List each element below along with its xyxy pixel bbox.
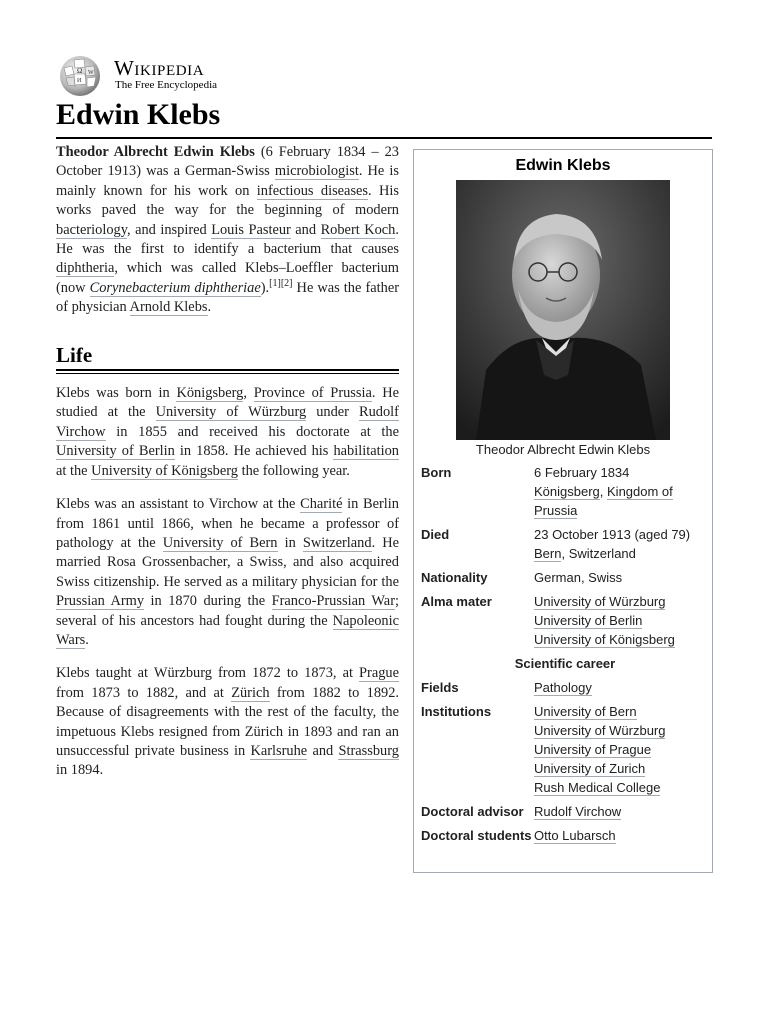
- link-diphtheria[interactable]: diphtheria: [56, 260, 115, 277]
- intro-text: (6 February 1834 – 23 October 1913) was a German-Swiss: [56, 144, 399, 180]
- infobox-label-nationality: Nationality: [421, 570, 488, 585]
- link-corynebacterium[interactable]: [90, 280, 261, 297]
- infobox-value-died: [534, 525, 709, 563]
- ref-2[interactable]: [2]: [280, 278, 293, 290]
- life-text: in 1858. He achieved his: [174, 443, 334, 460]
- life-text: in 1870 during the: [144, 593, 272, 610]
- link-rudolf-virchow[interactable]: Rudolf Virchow: [56, 404, 399, 440]
- link-university-of-berlin[interactable]: University of Berlin: [56, 443, 175, 460]
- link-student-lubarsch[interactable]: Otto Lubarsch: [534, 828, 616, 843]
- link-switzerland[interactable]: Switzerland: [302, 534, 372, 551]
- link-robert-koch[interactable]: Robert Koch: [320, 221, 396, 238]
- life-text: under: [306, 404, 359, 421]
- intro-text: ).: [260, 279, 270, 296]
- life-text: Klebs was born in: [56, 385, 177, 402]
- infobox-label-alma-mater: Alma mater: [421, 594, 492, 609]
- life-text: . He married Rosa Grossenbacher, a Swiss, and also acquired Swiss citizenship. He served as a military physician for the: [56, 534, 399, 590]
- subject-name: Theodor Albrecht Edwin Klebs: [56, 144, 255, 160]
- svg-text:W: W: [88, 70, 94, 76]
- wikipedia-tagline: The Free Encyclopedia: [115, 79, 218, 91]
- infobox-label-doctoral-advisor: Doctoral advisor: [421, 804, 524, 819]
- life-text: in 1855 and received his doctorate at the: [105, 423, 399, 440]
- intro-paragraph: [56, 143, 399, 318]
- intro-text: . He is mainly known for his work on: [56, 163, 400, 199]
- section-divider-thin: [56, 373, 399, 374]
- link-zurich[interactable]: Zürich: [231, 684, 270, 701]
- svg-text:Ω: Ω: [77, 67, 83, 75]
- svg-text:И: И: [77, 78, 82, 84]
- link-alma-berlin[interactable]: University of Berlin: [534, 613, 643, 628]
- life-text: in: [277, 534, 303, 551]
- reference-marker[interactable]: [269, 278, 292, 289]
- article-body: [56, 143, 399, 795]
- infobox: [413, 149, 713, 873]
- wikipedia-wordmark: Wikipedia: [114, 56, 205, 80]
- infobox-row-fields: [421, 678, 709, 697]
- intro-text: , and inspired: [127, 221, 212, 238]
- infobox-rows: [421, 463, 709, 850]
- life-text: ; several of his ancestors had fought during the: [56, 593, 399, 629]
- link-napoleonic-wars[interactable]: Napoleonic Wars: [56, 612, 399, 648]
- intro-text: He was the father of physician: [56, 279, 399, 316]
- died-place: [534, 544, 709, 563]
- link-corynebacterium-text: Corynebacterium diphtheriae: [89, 279, 261, 296]
- title-divider: [56, 137, 712, 139]
- link-born-konigsberg[interactable]: Königsberg: [534, 484, 600, 499]
- life-text: from 1873 to 1882, and at: [56, 684, 232, 701]
- infobox-row-institutions: [421, 702, 709, 797]
- wikipedia-logo[interactable]: [56, 54, 256, 96]
- link-prussian-army[interactable]: Prussian Army: [56, 593, 145, 610]
- infobox-value-alma-mater: [534, 592, 709, 649]
- link-inst-wurzburg[interactable]: University of Würzburg: [534, 723, 666, 738]
- life-text: the following year.: [238, 462, 350, 479]
- died-date: 23 October 1913 (aged 79): [534, 527, 691, 542]
- link-inst-zurich[interactable]: University of Zurich: [534, 761, 646, 776]
- section-divider: [56, 369, 399, 371]
- link-university-of-bern[interactable]: University of Bern: [162, 534, 278, 551]
- infobox-value-institutions: [534, 702, 709, 797]
- life-text: from 1882 to 1892. Because of disagreements with the rest of the faculty, the impetuous Klebs resigned from Zürich in 1893 and ran an unsuccessful private business in: [56, 684, 400, 759]
- link-alma-konigsberg[interactable]: University of Königsberg: [534, 632, 675, 647]
- life-text: in 1894.: [56, 762, 104, 779]
- link-charite[interactable]: Charité: [300, 496, 343, 513]
- life-paragraph-3: [56, 664, 399, 780]
- link-kingdom-of-prussia[interactable]: Kingdom of Prussia: [534, 484, 673, 518]
- born-separator: ,: [599, 484, 608, 499]
- link-microbiologist[interactable]: microbiologist: [274, 163, 359, 180]
- life-text: ,: [243, 385, 254, 402]
- life-text: and: [307, 742, 339, 759]
- born-place: [534, 482, 709, 520]
- life-paragraph-2: [56, 495, 399, 650]
- link-inst-rush[interactable]: Rush Medical College: [534, 780, 661, 795]
- infobox-row-died: [421, 525, 709, 563]
- section-heading-life: Life: [56, 342, 93, 367]
- infobox-value-fields: [534, 678, 709, 697]
- link-pathology[interactable]: Pathology: [534, 680, 592, 695]
- link-karlsruhe[interactable]: Karlsruhe: [250, 742, 308, 759]
- link-habilitation[interactable]: habilitation: [333, 443, 399, 460]
- infobox-row-doctoral-advisor: [421, 802, 709, 821]
- link-university-of-konigsberg[interactable]: University of Königsberg: [91, 462, 238, 479]
- infobox-value-doctoral-advisor: [534, 802, 709, 821]
- life-text: in Berlin from 1861 until 1866, when he became a professor of pathology at the: [56, 496, 399, 551]
- born-date: 6 February 1834: [534, 465, 630, 480]
- link-died-bern[interactable]: Bern: [534, 546, 562, 561]
- life-text: .: [85, 631, 89, 648]
- infobox-row-nationality: [421, 568, 709, 587]
- life-text: Klebs was an assistant to Virchow at the: [56, 496, 301, 513]
- link-inst-bern[interactable]: University of Bern: [534, 704, 637, 719]
- link-inst-prague[interactable]: University of Prague: [534, 742, 652, 757]
- life-text: at the: [56, 462, 92, 479]
- link-konigsberg[interactable]: Königsberg: [176, 385, 244, 402]
- portrait-image[interactable]: [456, 180, 670, 440]
- died-country: , Switzerland: [561, 546, 636, 561]
- life-paragraph-1: [56, 384, 399, 481]
- infobox-value-doctoral-students: [534, 826, 709, 845]
- infobox-row-alma-mater: [421, 592, 709, 649]
- infobox-label-born: Born: [421, 465, 452, 480]
- link-louis-pasteur[interactable]: Louis Pasteur: [211, 221, 291, 238]
- intro-text: and: [290, 221, 321, 238]
- portrait-caption: Theodor Albrecht Edwin Klebs: [475, 442, 651, 457]
- intro-text: .: [207, 299, 212, 316]
- page-title: Edwin Klebs: [56, 98, 221, 131]
- link-franco-prussian-war[interactable]: Franco-Prussian War: [271, 593, 395, 610]
- link-prague[interactable]: Prague: [359, 665, 399, 682]
- infobox-label-doctoral-students: Doctoral students: [421, 828, 532, 843]
- infobox-label-fields: Fields: [421, 680, 459, 695]
- life-text: . He studied at the: [56, 385, 400, 421]
- life-text: Klebs taught at Würzburg from 1872 to 1873, at: [56, 665, 360, 682]
- infobox-value-nationality: German, Swiss: [534, 570, 623, 585]
- link-bacteriology[interactable]: bacteriology: [56, 221, 127, 238]
- infobox-label-institutions: Institutions: [421, 704, 492, 719]
- link-university-of-wurzburg[interactable]: University of Würzburg: [155, 404, 307, 421]
- link-province-of-prussia[interactable]: Province of Prussia: [253, 385, 372, 402]
- link-strassburg[interactable]: Strassburg: [338, 742, 399, 759]
- infobox-section-scientific-career: Scientific career: [514, 656, 616, 671]
- infobox-row-born: [421, 463, 709, 520]
- link-alma-wurzburg[interactable]: University of Würzburg: [534, 594, 666, 609]
- link-arnold-klebs[interactable]: Arnold Klebs: [129, 299, 208, 316]
- intro-text: , which was called Klebs–Loeffler bacterium (now: [56, 260, 399, 296]
- link-advisor-virchow[interactable]: Rudolf Virchow: [534, 804, 622, 819]
- wikipedia-globe-icon: [56, 54, 104, 96]
- intro-text: . His works paved the way for the beginning of modern: [56, 182, 399, 219]
- ref-1[interactable]: [1]: [269, 278, 281, 290]
- infobox-row-doctoral-students: [421, 826, 709, 845]
- link-infectious-diseases[interactable]: infectious diseases: [256, 182, 369, 199]
- infobox-value-born: [534, 463, 709, 520]
- intro-text: . He was the first to identify a bacterium that causes: [56, 221, 399, 258]
- infobox-title: Edwin Klebs: [515, 157, 611, 174]
- infobox-label-died: Died: [421, 527, 450, 542]
